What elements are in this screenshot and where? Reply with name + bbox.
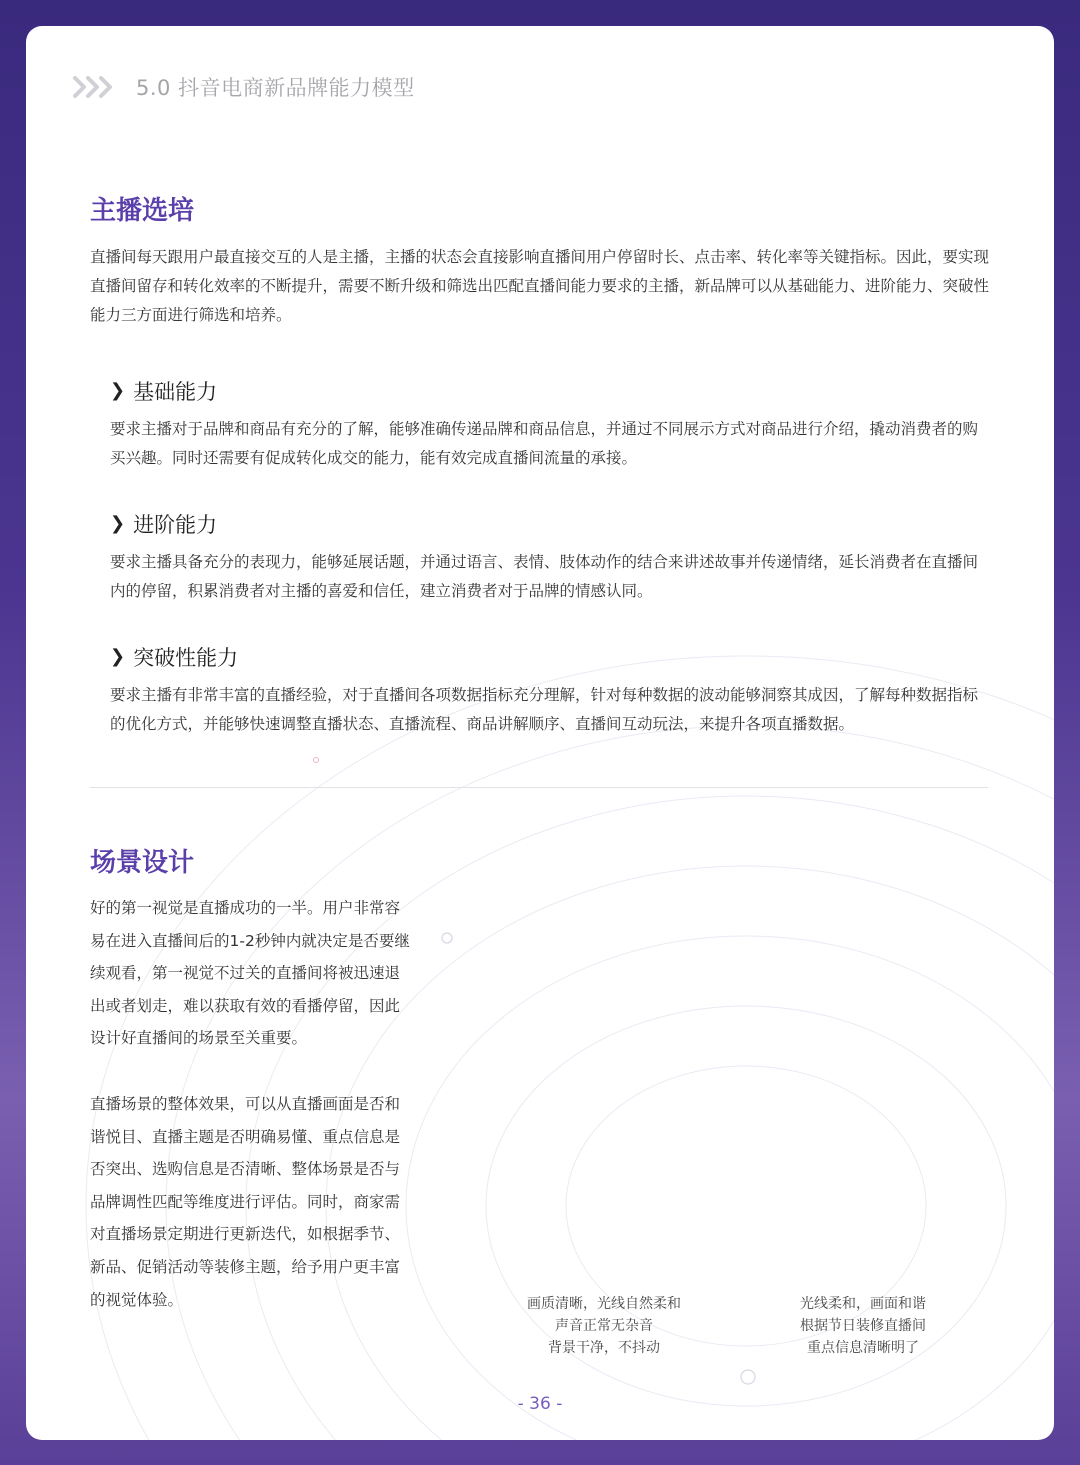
scene-paragraph-1: 好的第一视觉是直播成功的一半。用户非常容易在进入直播间后的1-2秒钟内就决定是否要继续观看，第一视觉不过关的直播间将被迅速退出或者划走，难以获取有效的看播停留，因此设计好直播间的场景至关重要。	[90, 899, 410, 1048]
image-caption-right	[763, 1293, 963, 1359]
caption-line: 画质清晰，光线自然柔和	[527, 1296, 681, 1312]
page-header	[72, 72, 415, 102]
section-title-anchor-training: 主播选培	[90, 196, 195, 226]
page-card	[26, 26, 1054, 1440]
sub-heading-breakthrough-ability	[110, 642, 238, 672]
section-divider	[90, 787, 988, 788]
image-caption-left	[504, 1293, 704, 1359]
caption-line: 根据节日装修直播间	[800, 1318, 926, 1334]
chevron-right-icon: ❯	[110, 380, 126, 401]
sub-paragraph-advanced: 要求主播具备充分的表现力，能够延展话题，并通过语言、表情、肢体动作的结合来讲述故事并传递情绪，延长消费者在直播间内的停留，积累消费者对主播的喜爱和信任，建立消费者对于品牌的情感认同。	[110, 553, 979, 600]
section-title-scene-design: 场景设计	[90, 848, 195, 878]
sub-heading-label: 进阶能力	[133, 513, 218, 537]
chevron-right-icon: ❯	[110, 513, 126, 534]
sub-heading-label: 基础能力	[133, 380, 218, 404]
page-number: - 36 -	[517, 1394, 563, 1414]
caption-line: 背景干净，不抖动	[548, 1340, 660, 1356]
scene-paragraph-2: 直播场景的整体效果，可以从直播画面是否和谐悦目、直播主题是否明确易懂、重点信息是否突出、选购信息是否清晰、整体场景是否与品牌调性匹配等维度进行评估。同时，商家需对直播场景定期进行更新迭代，如根据季节、新品、促销活动等装修主题，给予用户更丰富的视觉体验。	[90, 1095, 401, 1309]
sub-heading-advanced-ability	[110, 509, 217, 539]
sub-heading-basic-ability	[110, 376, 217, 406]
caption-line: 重点信息清晰明了	[807, 1340, 919, 1356]
caption-line: 声音正常无杂音	[555, 1318, 653, 1334]
sub-heading-label: 突破性能力	[133, 646, 239, 670]
triple-chevron-icon	[72, 74, 118, 100]
caption-line: 光线柔和，画面和谐	[800, 1296, 926, 1312]
section-intro: 直播间每天跟用户最直接交互的人是主播，主播的状态会直接影响直播间用户停留时长、点击率、转化率等关键指标。因此，要实现直播间留存和转化效率的不断提升，需要不断升级和筛选出匹配直播间能力要求的主播，新品牌可以从基础能力、进阶能力、突破性能力三方面进行筛选和培养。	[90, 248, 990, 324]
sub-paragraph-breakthrough: 要求主播有非常丰富的直播经验，对于直播间各项数据指标充分理解，针对每种数据的波动能够洞察其成因，了解每种数据指标的优化方式，并能够快速调整直播状态、直播流程、商品讲解顺序、直播间互动玩法，来提升各项直播数据。	[110, 686, 979, 733]
chevron-right-icon: ❯	[110, 646, 126, 667]
header-title: 5.0 抖音电商新品牌能力模型	[136, 76, 415, 100]
sub-paragraph-basic: 要求主播对于品牌和商品有充分的了解，能够准确传递品牌和商品信息，并通过不同展示方式对商品进行介绍，撬动消费者的购买兴趣。同时还需要有促成转化成交的能力，能有效完成直播间流量的承接。	[110, 420, 979, 467]
